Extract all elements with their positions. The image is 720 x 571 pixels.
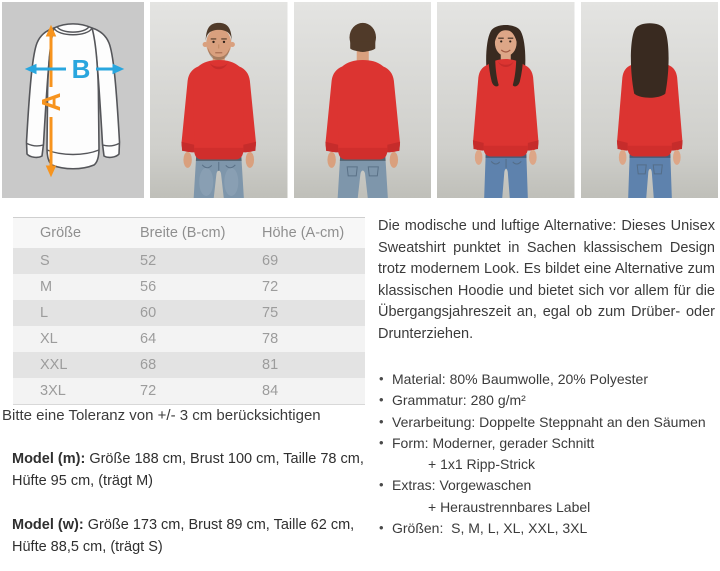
height-cell: 81 [262, 357, 279, 373]
width-cell: 68 [140, 357, 157, 373]
table-row-3xl [13, 378, 365, 404]
size-cell: L [40, 305, 49, 321]
height-label: A [36, 92, 66, 112]
height-cell: 78 [262, 331, 279, 347]
width-cell: 72 [140, 383, 157, 399]
table-row-m [13, 274, 365, 300]
bullet-icon: • [379, 392, 384, 408]
model-w-label: Model (w): [12, 517, 84, 533]
size-cell: XL [40, 331, 58, 347]
width-cell: 64 [140, 331, 157, 347]
table-row-xxl [13, 352, 365, 378]
height-cell: 72 [262, 279, 279, 295]
woman-front-photo [437, 2, 575, 198]
man-front-photo [150, 2, 288, 198]
size-table [13, 217, 365, 405]
feature-text: Grammatur: 280 g/m² [392, 392, 526, 409]
feature-form-cont [378, 454, 720, 475]
size-cell: 3XL [40, 383, 66, 399]
height-cell: 84 [262, 383, 279, 399]
man-back-photo [294, 2, 432, 198]
width-cell: 60 [140, 305, 157, 321]
feature-groessen [378, 518, 720, 539]
height-cell: 69 [262, 253, 279, 269]
size-cell: M [40, 279, 53, 295]
model-w-details: Größe 173 cm, Brust 89 cm, Taille 62 cm, Hüfte 88,5 cm, (trägt S) [12, 517, 355, 555]
width-label: B [71, 54, 91, 84]
size-diagram-panel [2, 2, 144, 198]
sweatshirt-measurement-diagram [2, 2, 144, 198]
feature-text: Material: 80% Baumwolle, 20% Polyester [392, 371, 649, 387]
bullet-icon: • [379, 520, 384, 536]
product-photo-man-front [150, 2, 288, 198]
model-w-info [12, 514, 364, 558]
size-table-header [13, 218, 365, 248]
product-photo-woman-front [437, 2, 575, 198]
product-photo-man-back [294, 2, 432, 198]
product-description: Die modische und luftige Alternative: Dieses Unisex Sweatshirt punktet in Sachen klassischem Design trotz modernem Look. Es bildet eine Alternative zum klassischen Hoodie und bietet sich vor allem für die Übergangsjahreszeit an, egal ob zum Drüber- oder Drunterziehen. [378, 218, 715, 342]
feature-text: Form: Moderner, gerader Schnitt [392, 434, 595, 451]
model-m-info [12, 448, 364, 492]
feature-form [378, 433, 720, 454]
column-header-breite: Breite (B-cm) [140, 225, 226, 241]
width-cell: 52 [140, 253, 157, 269]
feature-verarbeitung [378, 412, 720, 433]
feature-material [378, 369, 720, 390]
column-header-hoehe: Höhe (A-cm) [262, 225, 345, 241]
feature-text: Extras: Vorgewaschen [392, 477, 532, 494]
product-photo-woman-back [581, 2, 719, 198]
tolerance-note: Bitte eine Toleranz von +/- 3 cm berücksichtigen [2, 407, 321, 424]
table-row-xl [13, 326, 365, 352]
bullet-icon: • [379, 434, 384, 450]
feature-extras-cont [378, 497, 720, 518]
model-m-label: Model (m): [12, 451, 86, 467]
feature-text: Größen: S, M, L, XL, XXL, 3XL [392, 520, 588, 537]
table-row-s [13, 248, 365, 274]
feature-text: + 1x1 Ripp-Strick [428, 456, 535, 473]
model-m-details: Größe 188 cm, Brust 100 cm, Taille 78 cm, Hüfte 95 cm, (trägt M) [12, 451, 364, 489]
product-gallery [2, 2, 718, 198]
column-header-groesse: Größe [40, 225, 82, 241]
bullet-icon: • [379, 477, 384, 493]
feature-text: + Heraustrennbares Label [428, 498, 591, 515]
size-cell: XXL [40, 357, 68, 373]
bullet-icon: • [379, 413, 384, 429]
bullet-icon: • [379, 371, 384, 386]
feature-extras [378, 475, 720, 496]
height-cell: 75 [262, 305, 279, 321]
feature-text: Verarbeitung: Doppelte Steppnaht an den Säumen [392, 413, 706, 430]
table-row-l [13, 300, 365, 326]
feature-grammatur [378, 390, 720, 411]
size-cell: S [40, 253, 50, 269]
feature-list [378, 369, 720, 539]
width-cell: 56 [140, 279, 157, 295]
woman-back-photo [581, 2, 719, 198]
